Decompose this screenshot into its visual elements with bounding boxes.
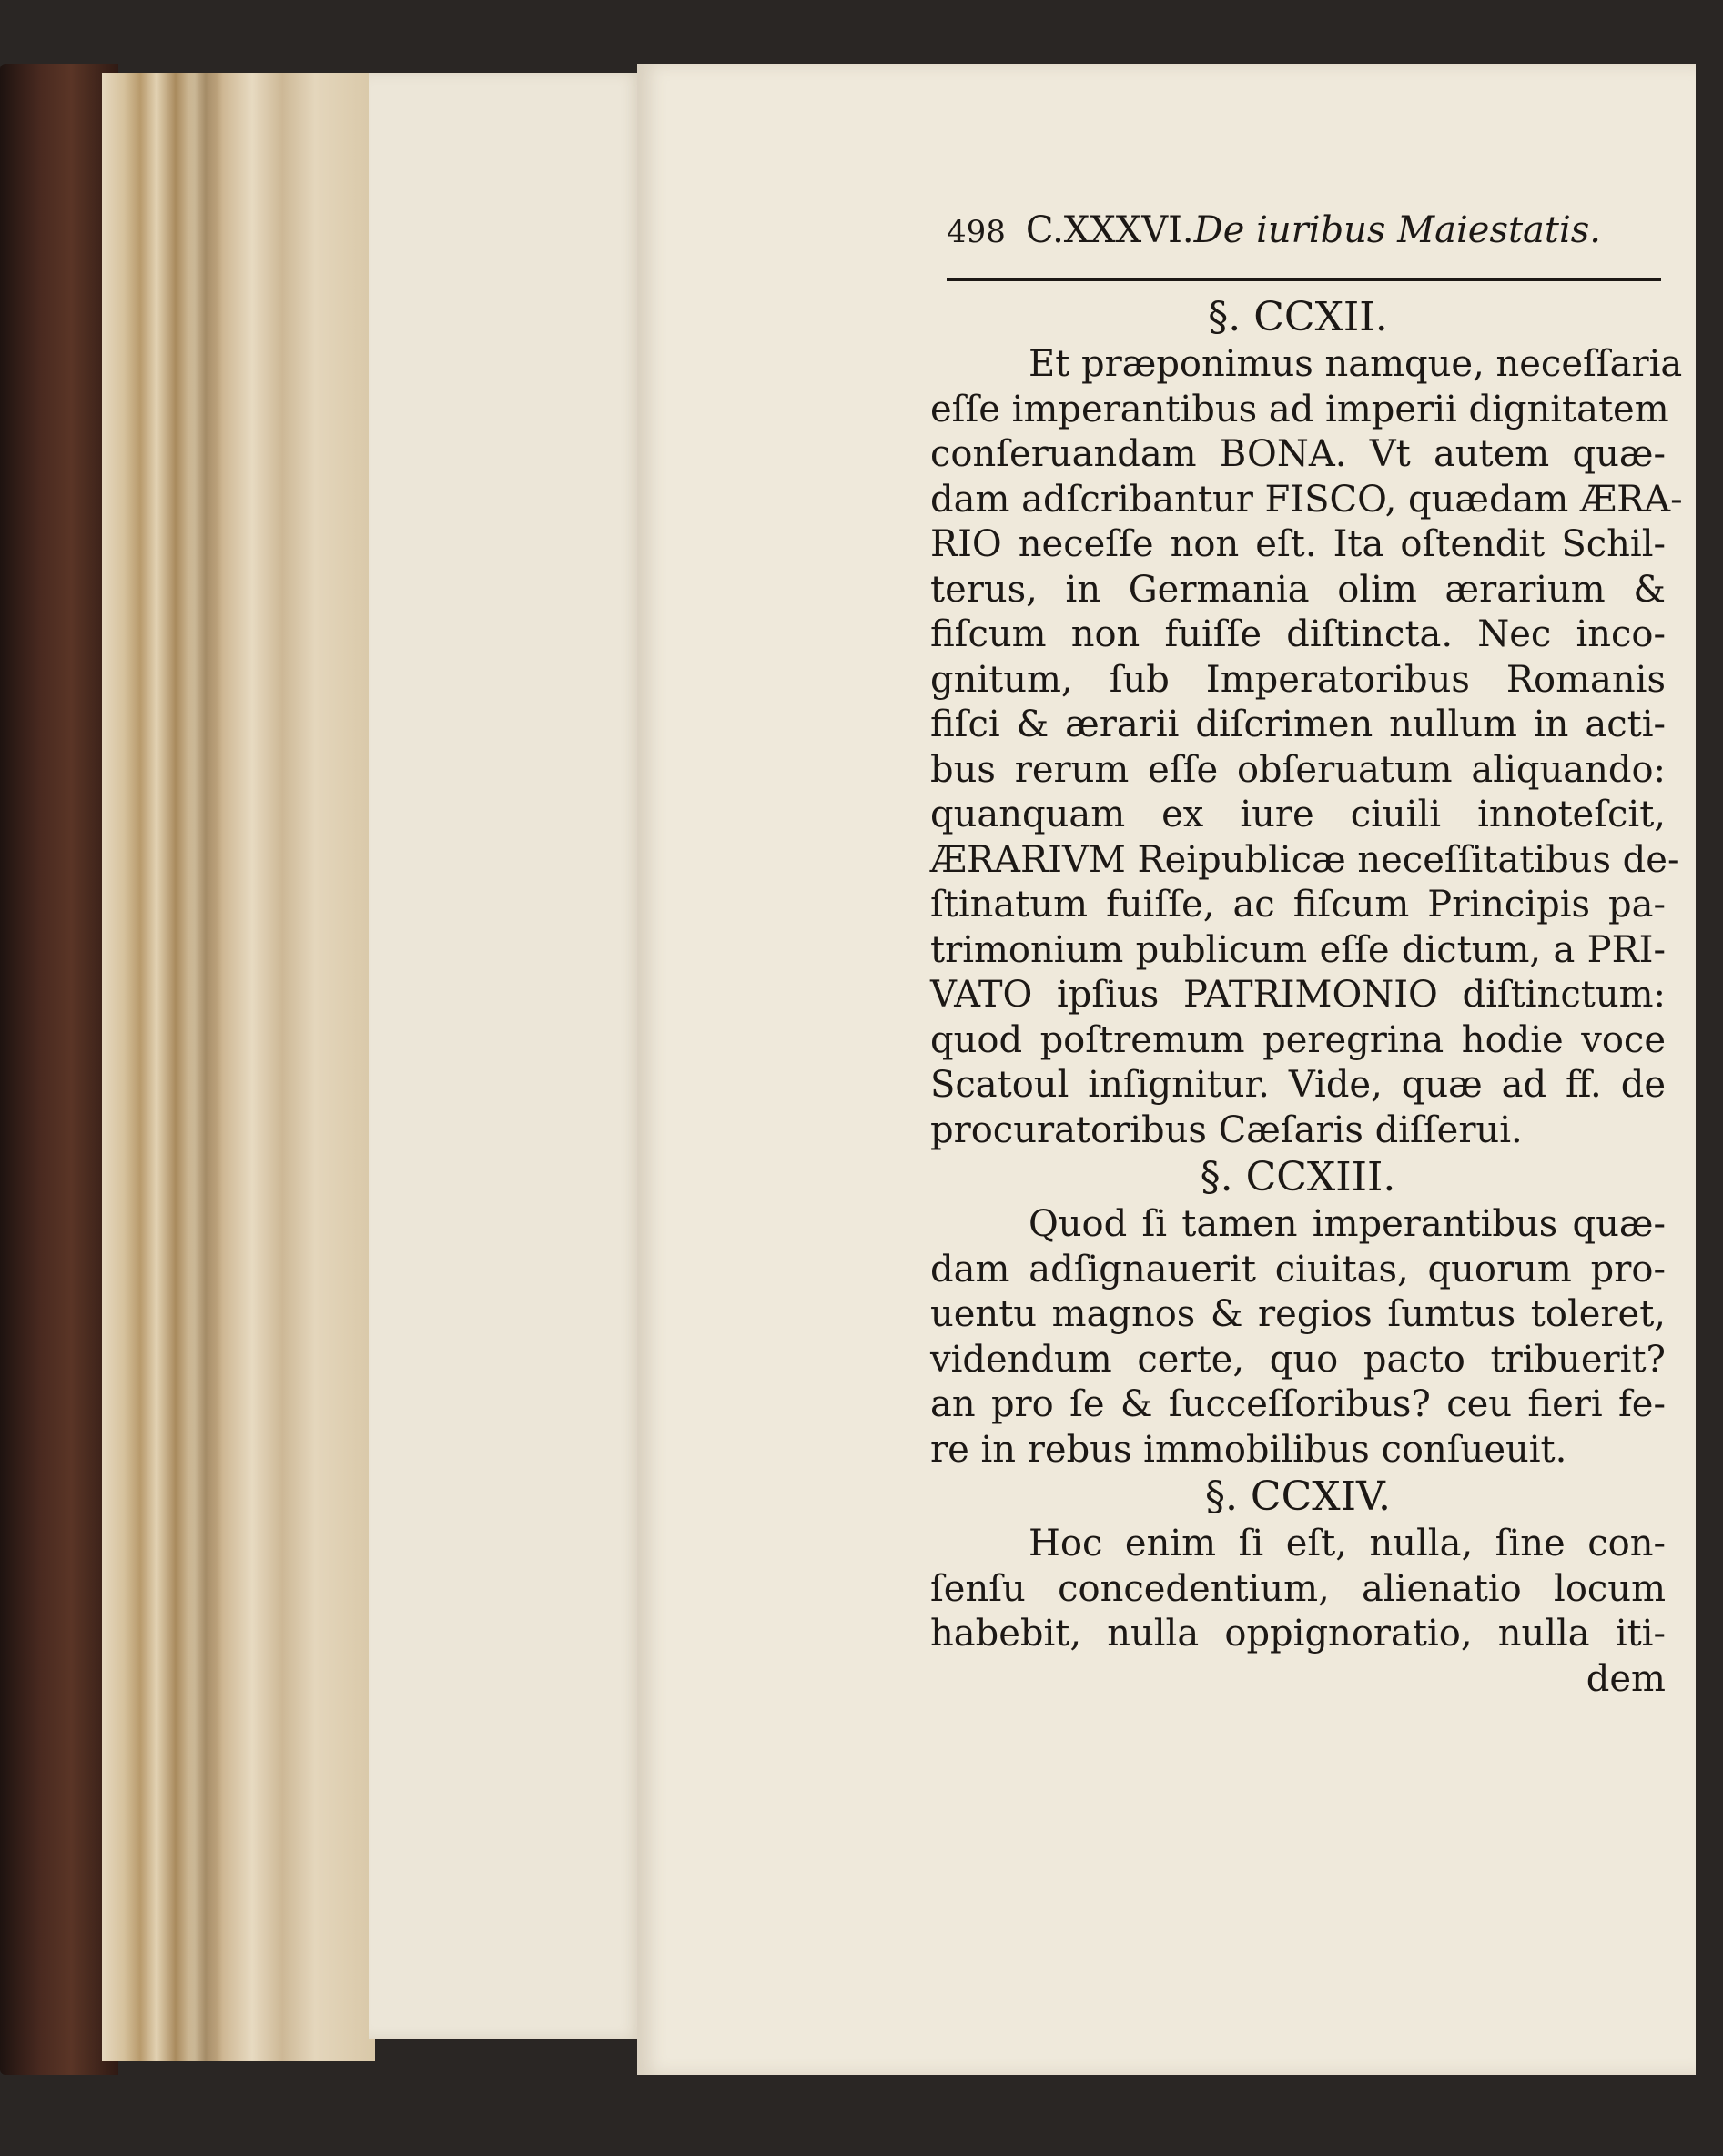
page-body (930, 293, 1683, 1702)
text-line: trimonium publicum eſſe dictum, a PRI- (930, 928, 1666, 971)
running-head (947, 209, 1723, 251)
text-line: ÆRARIVM Reipublicæ neceſſitatibus de- (930, 838, 1680, 881)
blank-facing-leaf (369, 73, 642, 2039)
text-line: ſtinatum fuiſſe, ac fiſcum Principis pa- (930, 884, 1666, 926)
text-line: RIO neceſſe non eſt. Ita oſtendit Schil- (930, 523, 1666, 565)
text-line: Hoc enim ſi eſt, nulla, ſine con- (1029, 1523, 1666, 1564)
text-line: videndum certe, quo pacto tribuerit? (930, 1338, 1666, 1381)
text-line: habebit, nulla oppignoratio, nulla iti- (930, 1613, 1666, 1655)
section-heading: §. CCXII. (1208, 294, 1388, 340)
text-line: conſeruandam BONA. Vt autem quæ- (930, 433, 1666, 475)
text-line: uentu magnos & regios ſumtus toleret, (930, 1293, 1666, 1335)
book-cover-edge (0, 64, 118, 2075)
header-rule (947, 278, 1661, 281)
text-line: Quod ſi tamen imperantibus quæ- (1029, 1203, 1666, 1245)
text-line: fiſcum non fuiſſe diſtincta. Nec inco- (930, 613, 1666, 655)
text-line: quanquam ex iure ciuili innoteſcit, (930, 794, 1666, 835)
text-line: terus, in Germania olim ærarium & (930, 568, 1666, 611)
catchword: dem (1586, 1657, 1666, 1700)
text-line: Et præponimus namque, neceſſaria (1029, 343, 1683, 385)
text-line: eſſe imperantibus ad imperii dignitatem (930, 388, 1669, 430)
text-line: ſenſu concedentium, alienatio locum (930, 1567, 1666, 1610)
text-line: bus rerum eſſe obſeruatum aliquando: (930, 748, 1666, 791)
text-line: gnitum, ſub Imperatoribus Romanis (930, 658, 1666, 701)
chapter-title: De iuribus Maiestatis. (1193, 209, 1602, 251)
text-line: dam adſignauerit ciuitas, quorum pro- (930, 1248, 1666, 1291)
section-heading: §. CCXIII. (1200, 1154, 1396, 1200)
text-line: procuratoribus Cæſaris diſſerui. (930, 1108, 1523, 1151)
text-line: VATO ipſius PATRIMONIO diſtinctum: (930, 974, 1666, 1016)
page-number: 498 (947, 214, 1006, 250)
text-line: Scatoul inſignitur. Vide, quæ ad ff. de (930, 1064, 1666, 1106)
page-block-edge (102, 73, 375, 2061)
text-line: dam adſcribantur FISCO, quædam ÆRA- (930, 478, 1683, 521)
section-heading: §. CCXIV. (1204, 1473, 1392, 1520)
text-line: fiſci & ærarii diſcrimen nullum in acti- (930, 703, 1666, 745)
text-line: an pro ſe & ſucceſſoribus? ceu fieri fe- (930, 1383, 1666, 1425)
text-line: re in rebus immobilibus conſueuit. (930, 1428, 1567, 1471)
text-line: quod poſtremum peregrina hodie voce (930, 1018, 1666, 1061)
chapter-number: C.XXXVI. (1025, 209, 1194, 251)
